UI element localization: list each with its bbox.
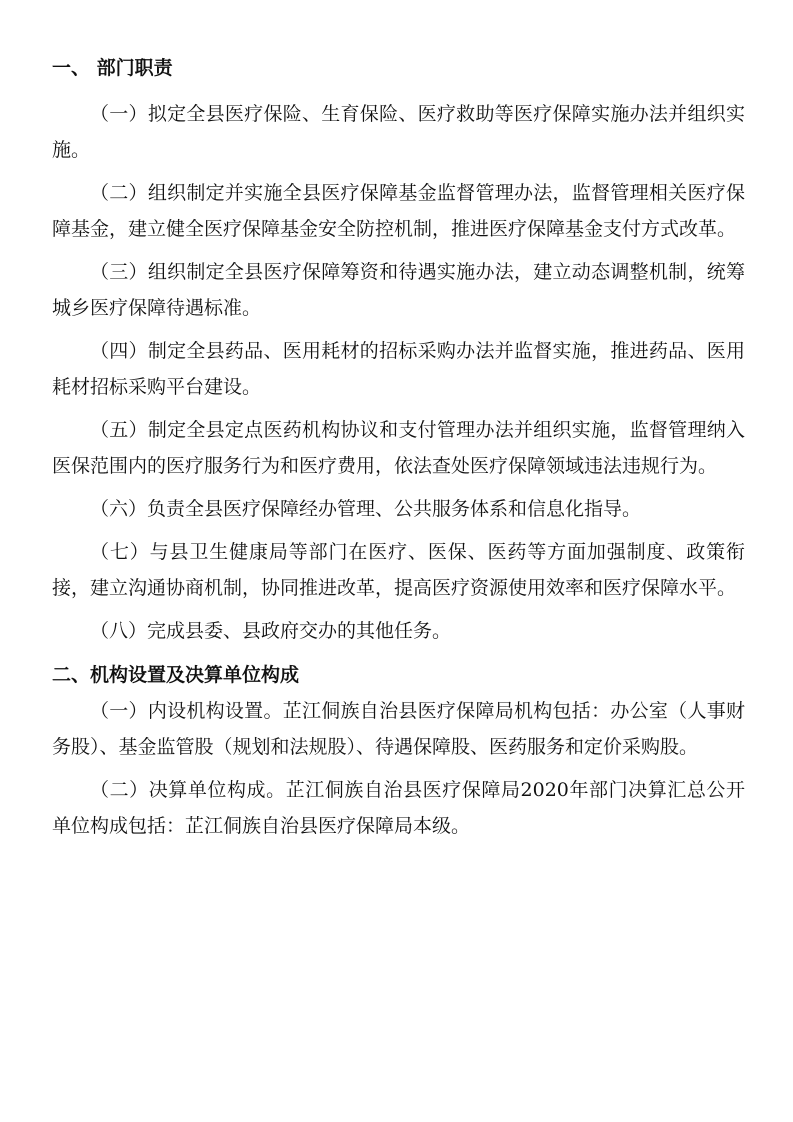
duty-paragraph-3: （三）组织制定全县医疗保障筹资和待遇实施办法，建立动态调整机制，统筹城乡医疗保障待遇标准。 [52, 261, 745, 319]
duty-paragraph-6: （六）负责全县医疗保障经办管理、公共服务体系和信息化指导。 [90, 498, 642, 520]
organization-paragraph-1: （一）内设机构设置。芷江侗族自治县医疗保障局机构包括：办公室（人事财务股）、基金监管股（规划和法规股）、待遇保障股、医药服务和定价采购股。 [52, 700, 745, 758]
duty-paragraph-1: （一）拟定全县医疗保险、生育保险、医疗救助等医疗保障实施办法并组织实施。 [52, 103, 745, 161]
duty-paragraph-5: （五）制定全县定点医药机构协议和支付管理办法并组织实施，监督管理纳入医保范围内的医疗服务行为和医疗费用，依法查处医疗保障领域违法违规行为。 [52, 419, 745, 477]
section-heading-duties: 一、 部门职责 [52, 57, 173, 79]
duty-paragraph-7: （七）与县卫生健康局等部门在医疗、医保、医药等方面加强制度、政策衔接，建立沟通协商机制，协同推进改革，提高医疗资源使用效率和医疗保障水平。 [52, 541, 745, 599]
duty-paragraph-8: （八）完成县委、县政府交办的其他任务。 [90, 620, 452, 642]
section-heading-organization: 二、机构设置及决算单位构成 [52, 664, 300, 686]
duty-paragraph-4: （四）制定全县药品、医用耗材的招标采购办法并监督实施，推进药品、医用耗材招标采购平台建设。 [52, 340, 745, 398]
duty-paragraph-2: （二）组织制定并实施全县医疗保障基金监督管理办法，监督管理相关医疗保障基金，建立健全医疗保障基金安全防控机制，推进医疗保障基金支付方式改革。 [52, 182, 745, 240]
organization-paragraph-2: （二）决算单位构成。芷江侗族自治县医疗保障局2020年部门决算汇总公开单位构成包括：芷江侗族自治县医疗保障局本级。 [52, 779, 745, 837]
